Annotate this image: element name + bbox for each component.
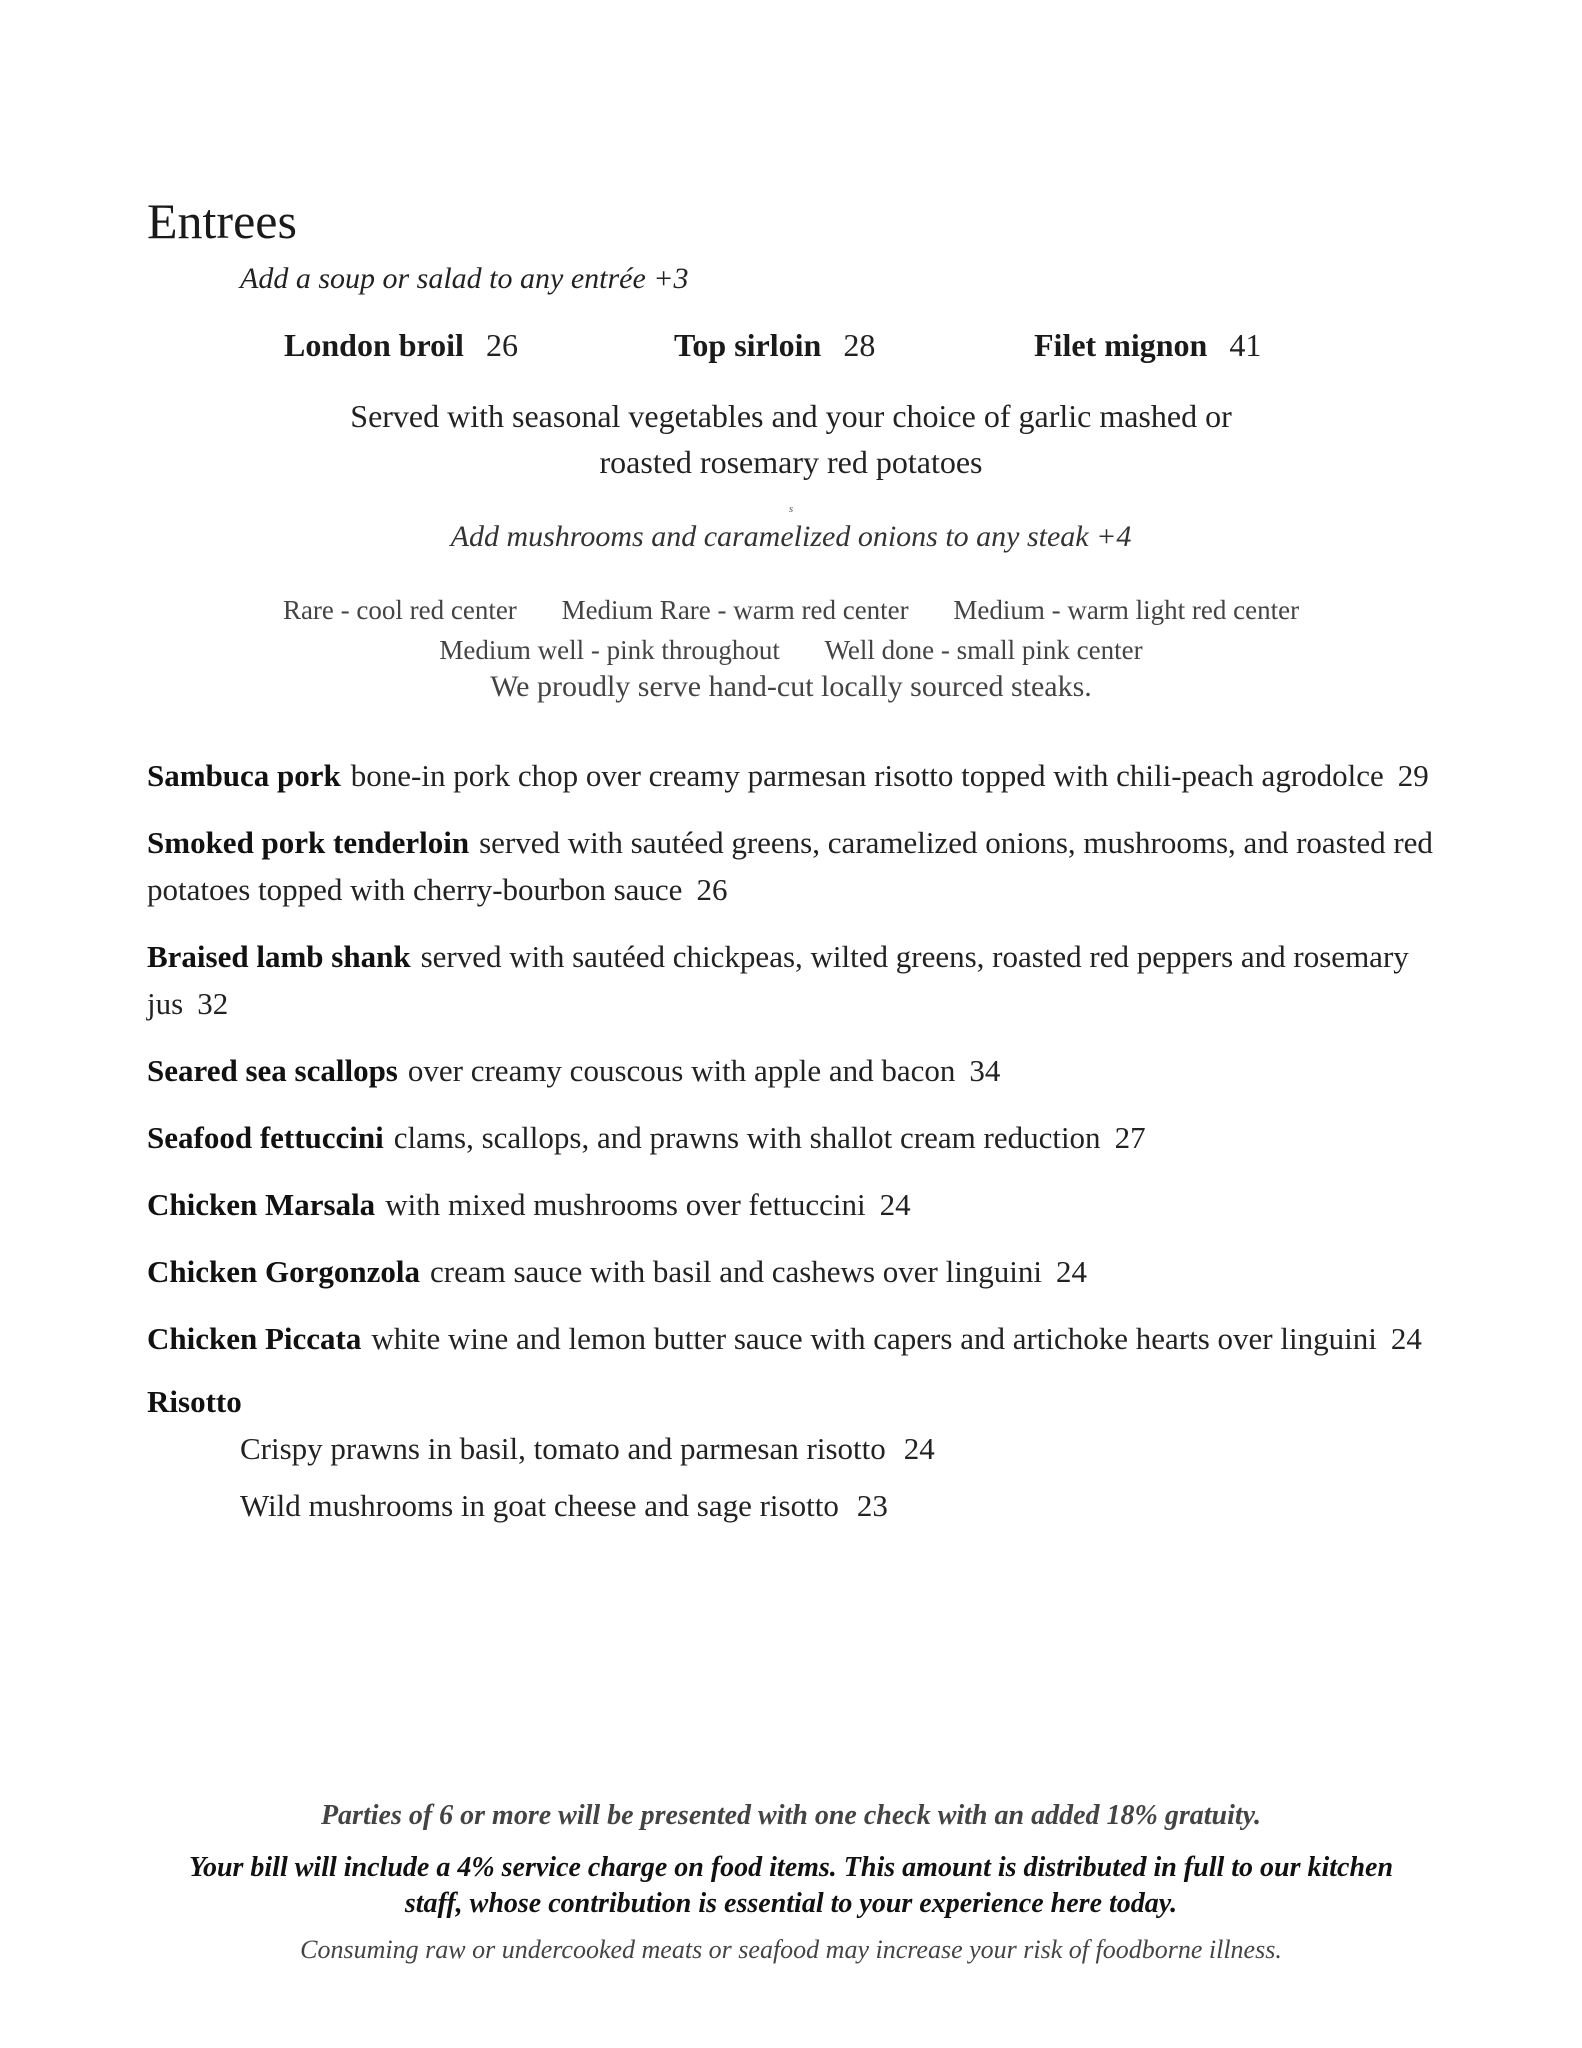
temperature-entry: Medium - warm light red center — [953, 595, 1300, 625]
risotto-heading: Risotto — [147, 1384, 242, 1419]
item-name: Braised lamb shank — [147, 939, 411, 974]
tiny-mark: s — [788, 503, 794, 515]
risotto-option — [147, 1425, 1447, 1472]
item-name: Chicken Gorgonzola — [147, 1254, 420, 1289]
temperature-guide — [0, 590, 1582, 670]
item-price: 24 — [879, 1187, 911, 1222]
item-name: Chicken Piccata — [147, 1321, 362, 1356]
steak-item — [674, 327, 875, 364]
steak-price: 28 — [843, 327, 876, 363]
item-name: Seared sea scallops — [147, 1053, 398, 1088]
add-mushrooms-note: Add mushrooms and caramelized onions to any steak +4 — [450, 520, 1132, 553]
menu-item — [147, 1114, 1447, 1161]
item-name: Smoked pork tenderloin — [147, 825, 470, 860]
page-title: Entrees — [147, 193, 297, 249]
temperature-entry: Medium Rare - warm red center — [561, 595, 909, 625]
item-name: Chicken Marsala — [147, 1187, 376, 1222]
menu-item — [147, 1248, 1447, 1295]
item-price: 24 — [1056, 1254, 1088, 1289]
item-description: white wine and lemon butter sauce with capers and artichoke hearts over linguini — [371, 1321, 1377, 1356]
steak-item — [1034, 327, 1261, 364]
item-price: 27 — [1114, 1120, 1146, 1155]
menu-item — [147, 1315, 1447, 1362]
item-description: clams, scallops, and prawns with shallot cream reduction — [393, 1120, 1101, 1155]
menu-item — [147, 933, 1447, 1027]
steak-sides-line: Served with seasonal vegetables and your choice of garlic mashed or — [350, 398, 1232, 434]
steak-price: 26 — [485, 327, 518, 363]
steak-sides-note — [0, 393, 1582, 485]
item-price: 29 — [1397, 758, 1429, 793]
risotto-price: 24 — [903, 1431, 935, 1466]
menu-item — [147, 752, 1447, 799]
risotto-option — [147, 1482, 1447, 1529]
menu-item — [147, 819, 1447, 913]
item-description: served with sautéed greens, caramelized onions, mushrooms, and roasted red potatoes topped with cherry-bourbon sauce — [147, 825, 1433, 907]
item-description: cream sauce with basil and cashews over linguini — [429, 1254, 1043, 1289]
food-safety-warning: Consuming raw or undercooked meats or seafood may increase your risk of foodborne illness. — [300, 1935, 1282, 1964]
item-price: 24 — [1390, 1321, 1422, 1356]
item-name: Sambuca pork — [147, 758, 341, 793]
service-charge-line: staff, whose contribution is essential to your experience here today. — [404, 1888, 1178, 1919]
entree-list — [147, 752, 1447, 1539]
temperature-entry: Rare - cool red center — [282, 595, 517, 625]
risotto-description: Wild mushrooms in goat cheese and sage risotto — [240, 1488, 839, 1523]
steak-name: Filet mignon — [1034, 327, 1208, 363]
risotto-description: Crispy prawns in basil, tomato and parmesan risotto — [240, 1431, 886, 1466]
risotto-price: 23 — [856, 1488, 888, 1523]
menu-item — [147, 1181, 1447, 1228]
item-description: with mixed mushrooms over fettuccini — [385, 1187, 866, 1222]
service-charge-note — [0, 1850, 1582, 1922]
steak-price: 41 — [1229, 327, 1262, 363]
item-price: 32 — [197, 986, 229, 1021]
item-price: 26 — [696, 872, 728, 907]
service-charge-line: Your bill will include a 4% service charge on food items. This amount is distributed in full to our kitchen — [188, 1852, 1394, 1883]
gratuity-note: Parties of 6 or more will be presented with one check with an added 18% gratuity. — [320, 1800, 1262, 1831]
sourcing-note: We proudly serve hand-cut locally sourced steaks. — [490, 670, 1092, 703]
temperature-row — [0, 630, 1582, 670]
item-name: Seafood fettuccini — [147, 1120, 384, 1155]
steak-name: London broil — [284, 327, 464, 363]
item-description: served with sautéed chickpeas, wilted greens, roasted red peppers and rosemary jus — [147, 939, 1409, 1021]
temperature-entry: Medium well - pink throughout — [439, 635, 780, 665]
item-price: 34 — [969, 1053, 1001, 1088]
steak-sides-line: roasted rosemary red potatoes — [599, 444, 983, 480]
temperature-entry: Well done - small pink center — [824, 635, 1143, 665]
steak-item — [284, 327, 518, 364]
temperature-row — [0, 590, 1582, 630]
item-description: bone-in pork chop over creamy parmesan risotto topped with chili-peach agrodolce — [350, 758, 1384, 793]
steak-name: Top sirloin — [674, 327, 822, 363]
menu-item — [147, 1047, 1447, 1094]
item-description: over creamy couscous with apple and bacon — [407, 1053, 956, 1088]
add-soup-note: Add a soup or salad to any entrée +3 — [240, 262, 689, 295]
